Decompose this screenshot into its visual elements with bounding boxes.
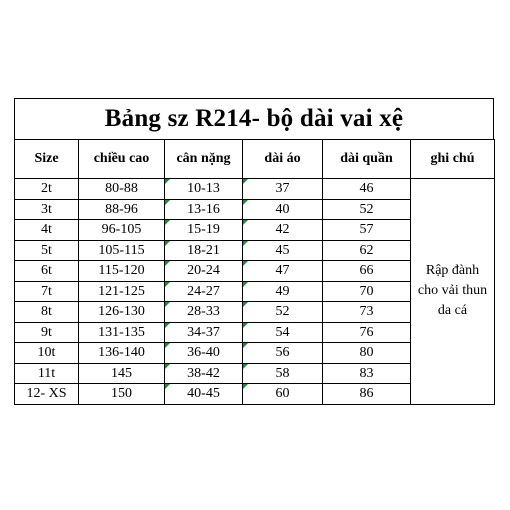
cell-height [79, 363, 165, 384]
cell-shirt-length [243, 322, 323, 343]
cell-text: 131-135 [98, 324, 145, 340]
cell-text: 80-88 [105, 181, 138, 197]
comment-marker-icon [165, 323, 170, 328]
comment-marker-icon [165, 384, 170, 389]
comment-marker-icon [243, 220, 248, 225]
cell-text: 121-125 [98, 283, 145, 299]
cell-shirt-length [243, 302, 323, 323]
comment-marker-icon [243, 343, 248, 348]
cell-text: 11t [37, 365, 56, 381]
cell-text: 12- XS [26, 386, 67, 402]
cell-text: 52 [275, 304, 290, 320]
cell-text: 18-21 [187, 242, 220, 258]
cell-pants-length [323, 240, 411, 261]
cell-text: 54 [275, 324, 290, 340]
cell-shirt-length [243, 220, 323, 241]
comment-marker-icon [243, 179, 248, 184]
cell-text: 62 [359, 242, 374, 258]
cell-shirt-length [243, 363, 323, 384]
cell-height [79, 240, 165, 261]
chart-title: Bảng sz R214- bộ dài vai xệ [14, 98, 494, 139]
size-table [14, 139, 495, 405]
cell-text: 76 [359, 324, 374, 340]
cell-weight [165, 281, 243, 302]
header-pants-length: dài quần [323, 140, 411, 179]
cell-text: 115-120 [98, 263, 145, 279]
cell-pants-length [323, 281, 411, 302]
cell-text: 10-13 [187, 181, 220, 197]
cell-weight [165, 384, 243, 405]
comment-marker-icon [243, 261, 248, 266]
cell-text: 10t [37, 345, 56, 361]
comment-marker-icon [165, 302, 170, 307]
cell-size [15, 261, 79, 282]
cell-weight [165, 179, 243, 200]
table-row [15, 179, 495, 200]
cell-text: 150 [111, 386, 132, 402]
cell-pants-length [323, 220, 411, 241]
cell-height [79, 343, 165, 364]
cell-text: 24-27 [187, 283, 220, 299]
header-size: Size [15, 140, 79, 179]
cell-size [15, 179, 79, 200]
comment-marker-icon [243, 384, 248, 389]
cell-text: 34-37 [187, 324, 220, 340]
cell-weight [165, 240, 243, 261]
cell-text: 70 [359, 283, 374, 299]
cell-pants-length [323, 302, 411, 323]
cell-text: 3t [41, 201, 52, 217]
cell-text: 52 [359, 201, 374, 217]
cell-size [15, 363, 79, 384]
cell-text: 58 [275, 365, 290, 381]
cell-pants-length [323, 343, 411, 364]
cell-text: 36-40 [187, 345, 220, 361]
cell-height [79, 261, 165, 282]
note-text: Rập đành cho vải thun da cá [417, 263, 488, 319]
comment-marker-icon [165, 364, 170, 369]
cell-text: 83 [359, 365, 374, 381]
cell-text: 96-105 [101, 222, 142, 238]
comment-marker-icon [243, 323, 248, 328]
cell-pants-length [323, 199, 411, 220]
cell-size [15, 281, 79, 302]
cell-text: 145 [111, 365, 132, 381]
cell-shirt-length [243, 261, 323, 282]
cell-height [79, 322, 165, 343]
comment-marker-icon [165, 200, 170, 205]
cell-text: 105-115 [98, 242, 145, 258]
cell-text: 57 [359, 222, 374, 238]
cell-shirt-length [243, 240, 323, 261]
cell-shirt-length [243, 384, 323, 405]
cell-size [15, 220, 79, 241]
cell-shirt-length [243, 281, 323, 302]
cell-text: 45 [275, 242, 290, 258]
cell-text: 42 [275, 222, 290, 238]
cell-text: 46 [359, 181, 374, 197]
cell-weight [165, 363, 243, 384]
cell-text: 126-130 [98, 304, 145, 320]
cell-text: 88-96 [105, 201, 138, 217]
header-note: ghi chú [411, 140, 495, 179]
cell-text: 56 [275, 345, 290, 361]
cell-text: 7t [41, 283, 52, 299]
cell-height [79, 384, 165, 405]
cell-text: 136-140 [98, 345, 145, 361]
cell-text: 38-42 [187, 365, 220, 381]
comment-marker-icon [243, 302, 248, 307]
cell-text: 86 [359, 386, 374, 402]
header-height: chiều cao [79, 140, 165, 179]
cell-shirt-length [243, 343, 323, 364]
cell-shirt-length [243, 199, 323, 220]
cell-pants-length [323, 363, 411, 384]
cell-size [15, 322, 79, 343]
cell-size [15, 240, 79, 261]
cell-text: 80 [359, 345, 374, 361]
header-row [15, 140, 495, 179]
comment-marker-icon [165, 220, 170, 225]
cell-text: 15-19 [187, 222, 220, 238]
cell-weight [165, 261, 243, 282]
cell-pants-length [323, 179, 411, 200]
cell-text: 2t [41, 181, 52, 197]
cell-text: 6t [41, 263, 52, 279]
cell-text: 5t [41, 242, 52, 258]
cell-text: 37 [275, 181, 290, 197]
cell-weight [165, 343, 243, 364]
cell-size [15, 302, 79, 323]
cell-text: 60 [275, 386, 290, 402]
comment-marker-icon [243, 282, 248, 287]
cell-text: 47 [275, 263, 290, 279]
cell-height [79, 199, 165, 220]
cell-text: 49 [275, 283, 290, 299]
cell-size [15, 199, 79, 220]
cell-pants-length [323, 261, 411, 282]
cell-height [79, 220, 165, 241]
note-cell [411, 179, 495, 405]
table-body [15, 179, 495, 405]
cell-text: 66 [359, 263, 374, 279]
cell-pants-length [323, 384, 411, 405]
cell-height [79, 281, 165, 302]
cell-size [15, 384, 79, 405]
cell-text: 73 [359, 304, 374, 320]
comment-marker-icon [165, 241, 170, 246]
header-shirt-length: dài áo [243, 140, 323, 179]
size-chart [14, 98, 494, 410]
cell-weight [165, 220, 243, 241]
cell-weight [165, 302, 243, 323]
cell-height [79, 302, 165, 323]
cell-pants-length [323, 322, 411, 343]
cell-text: 40-45 [187, 386, 220, 402]
header-weight: cân nặng [165, 140, 243, 179]
cell-text: 40 [275, 201, 290, 217]
comment-marker-icon [165, 179, 170, 184]
comment-marker-icon [243, 364, 248, 369]
cell-text: 13-16 [187, 201, 220, 217]
cell-weight [165, 199, 243, 220]
cell-text: 28-33 [187, 304, 220, 320]
cell-text: 20-24 [187, 263, 220, 279]
comment-marker-icon [165, 282, 170, 287]
comment-marker-icon [165, 261, 170, 266]
cell-text: 4t [41, 222, 52, 238]
cell-text: 8t [41, 304, 52, 320]
cell-text: 9t [41, 324, 52, 340]
cell-height [79, 179, 165, 200]
comment-marker-icon [165, 343, 170, 348]
comment-marker-icon [243, 241, 248, 246]
cell-shirt-length [243, 179, 323, 200]
cell-weight [165, 322, 243, 343]
comment-marker-icon [243, 200, 248, 205]
cell-size [15, 343, 79, 364]
